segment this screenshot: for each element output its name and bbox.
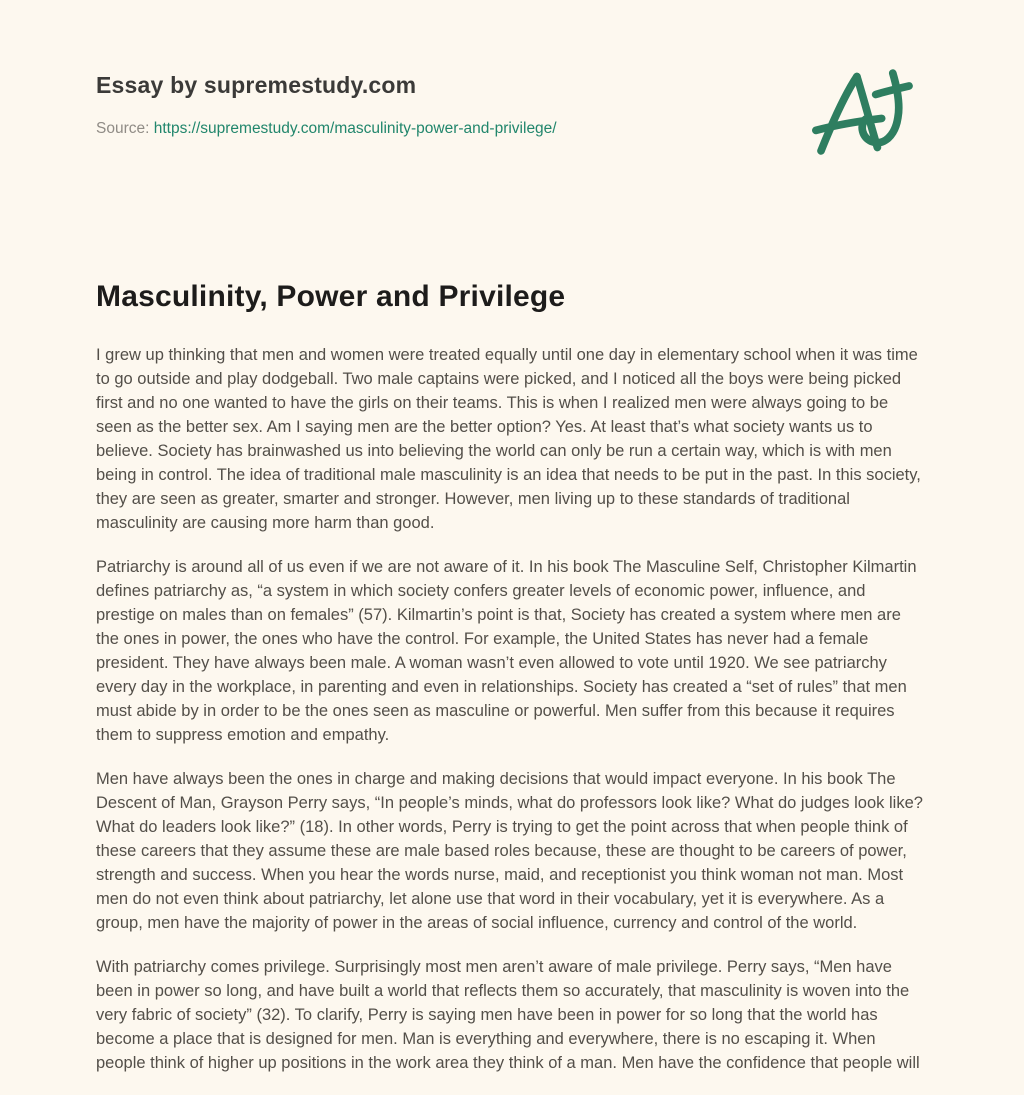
essay-paragraph: Patriarchy is around all of us even if we are not aware of it. In his book The Masculine Self, Christopher Kilmartin defines patriarchy as, “a system in which society confers greater levels of economic power, influence, and prestige on males than on females” (57). Kilmartin’s point is that, Society has created a system where men are the ones in power, the ones who have the control. For example, the United States has never had a female president. They have always been male. A woman wasn’t even allowed to vote until 1920. We see patriarchy every day in the workplace, in parenting and even in relationships. Society has created a “set of rules” that men must abide by in order to be the ones seen as masculine or powerful. Men suffer from this because it requires them to suppress emotion and empathy.	[96, 558, 917, 744]
essay-paragraph: With patriarchy comes privilege. Surprisingly most men aren’t aware of male privilege. Perry says, “Men have been in power so long, and have built a world that reflects them so accurately, that masculinity is woven into the very fabric of society” (32). To clarify, Perry is saying men have been in power for so long that the world has become a place that is designed for men. Man is everything and everywhere, there is no escaping it. When people think of higher up positions in the work area they think of a man. Men have the confidence that people will	[96, 958, 920, 1072]
essay-paragraph: I grew up thinking that men and women were treated equally until one day in elementary school when it was time to go outside and play dodgeball. Two male captains were picked, and I noticed all the boys were being picked first and no one wanted to have the girls on their teams. This is when I realized men were always going to be seen as the better sex. Am I saying men are the better option? Yes. At least that’s what society wants us to believe. Society has brainwashed us into believing the world can only be run a certain way, which is with men being in control. The idea of traditional male masculinity is an idea that needs to be put in the past. In this society, they are seen as greater, smarter and stronger. However, men living up to these standards of traditional masculinity are causing more harm than good.	[96, 346, 921, 532]
source-line	[96, 120, 557, 138]
a-plus-logo	[810, 68, 926, 167]
byline: Essay by supremestudy.com	[96, 72, 417, 98]
essay-paragraph: Men have always been the ones in charge and making decisions that would impact everyone. In his book The Descent of Man, Grayson Perry says, “In people’s minds, what do professors look like? What do judges look like? What do leaders look like?” (18). In other words, Perry is trying to get the point across that when people think of these careers that they assume these are male based roles because, these are thought to be careers of power, strength and success. When you hear the words nurse, maid, and receptionist you think woman not man. Most men do not even think about patriarchy, let alone use that word in their vocabulary, yet it is everywhere. As a group, men have the majority of power in the areas of social influence, currency and control of the world.	[96, 770, 923, 932]
source-label: Source:	[96, 120, 150, 137]
essay-title: Masculinity, Power and Privilege	[96, 280, 566, 313]
page-header	[96, 72, 928, 167]
source-link[interactable]: https://supremestudy.com/masculinity-power-and-privilege/	[153, 120, 557, 137]
header-text-block	[96, 72, 557, 138]
essay-body	[96, 343, 928, 1075]
essay-page	[96, 0, 928, 1075]
